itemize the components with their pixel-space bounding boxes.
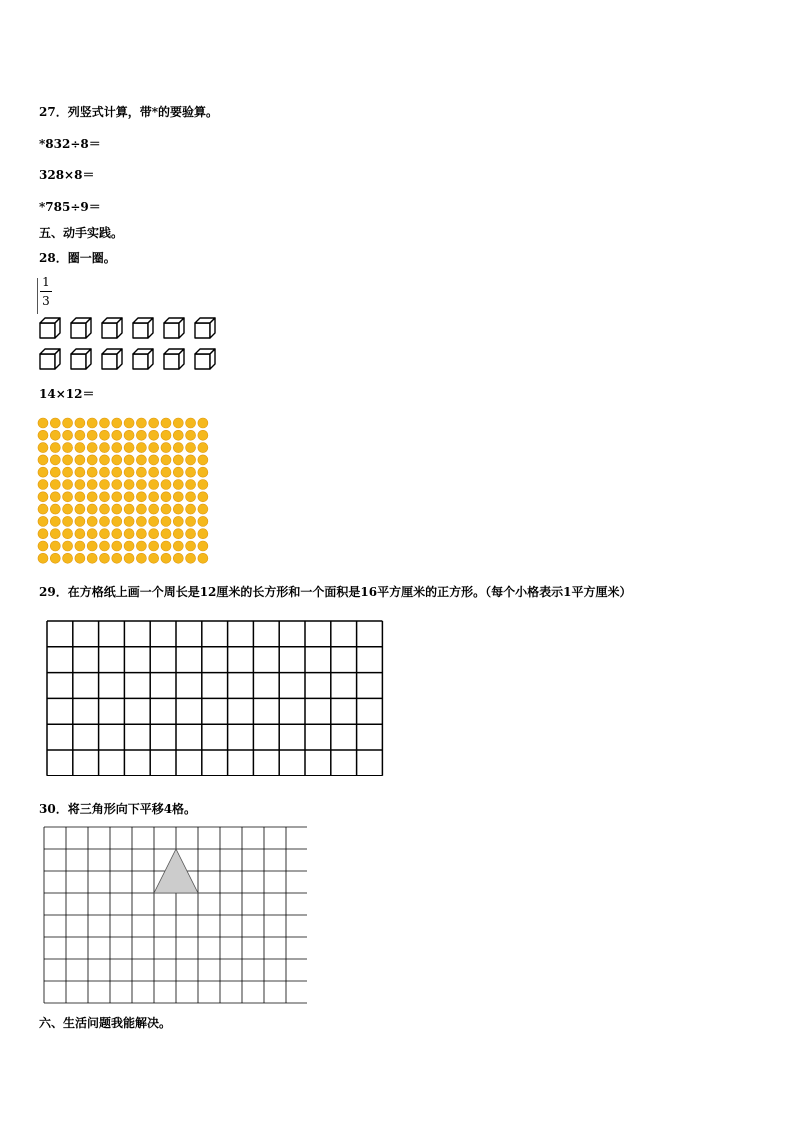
dot bbox=[173, 529, 183, 539]
dot bbox=[87, 480, 97, 490]
dot bbox=[87, 516, 97, 526]
dot bbox=[100, 455, 110, 465]
dot bbox=[173, 418, 183, 428]
section-5-heading: 五、动手实践。 bbox=[39, 226, 124, 240]
cube-icon bbox=[40, 318, 60, 338]
dot bbox=[198, 443, 208, 453]
dot bbox=[38, 529, 48, 539]
dot bbox=[161, 430, 171, 440]
dot bbox=[186, 467, 196, 477]
dot bbox=[63, 418, 73, 428]
dot bbox=[112, 467, 122, 477]
dot bbox=[50, 443, 60, 453]
dot bbox=[63, 529, 73, 539]
dot bbox=[112, 516, 122, 526]
dot bbox=[136, 504, 146, 514]
dot bbox=[149, 553, 159, 563]
dot bbox=[75, 553, 85, 563]
dot bbox=[161, 541, 171, 551]
dot bbox=[112, 443, 122, 453]
dot bbox=[198, 504, 208, 514]
q28-expression: 14×12＝ bbox=[39, 387, 95, 401]
dot bbox=[87, 529, 97, 539]
fraction-bar bbox=[40, 291, 52, 292]
dot bbox=[63, 516, 73, 526]
dot bbox=[75, 430, 85, 440]
dot bbox=[124, 541, 134, 551]
dot bbox=[100, 467, 110, 477]
dot bbox=[173, 553, 183, 563]
dot bbox=[124, 467, 134, 477]
dot bbox=[50, 529, 60, 539]
cube-icon bbox=[102, 318, 122, 338]
dot bbox=[63, 443, 73, 453]
cube-icon bbox=[133, 318, 153, 338]
dot bbox=[149, 430, 159, 440]
dot bbox=[186, 516, 196, 526]
dot bbox=[173, 516, 183, 526]
dot bbox=[87, 455, 97, 465]
dot bbox=[186, 504, 196, 514]
dot bbox=[50, 480, 60, 490]
cube-icon bbox=[195, 318, 215, 338]
dot bbox=[149, 418, 159, 428]
dot bbox=[100, 553, 110, 563]
dot bbox=[198, 480, 208, 490]
dot bbox=[136, 467, 146, 477]
dot bbox=[198, 516, 208, 526]
dot bbox=[63, 553, 73, 563]
dot bbox=[112, 455, 122, 465]
dot bbox=[50, 516, 60, 526]
dot bbox=[149, 467, 159, 477]
dot bbox=[161, 480, 171, 490]
dot bbox=[124, 418, 134, 428]
dot bbox=[87, 541, 97, 551]
dot bbox=[87, 504, 97, 514]
dot bbox=[75, 504, 85, 514]
dot bbox=[186, 480, 196, 490]
q27-item-3: *785÷9＝ bbox=[39, 200, 101, 214]
dot bbox=[87, 467, 97, 477]
dot bbox=[173, 455, 183, 465]
q27-item-1: *832÷8＝ bbox=[39, 137, 101, 151]
dot bbox=[186, 553, 196, 563]
dot bbox=[75, 516, 85, 526]
dot bbox=[38, 480, 48, 490]
dot bbox=[100, 529, 110, 539]
dot bbox=[100, 504, 110, 514]
dot bbox=[112, 504, 122, 514]
dot bbox=[198, 541, 208, 551]
dot bbox=[136, 480, 146, 490]
dot bbox=[136, 443, 146, 453]
dot bbox=[50, 430, 60, 440]
dot bbox=[63, 467, 73, 477]
fraction-rule bbox=[37, 278, 38, 314]
dot bbox=[50, 504, 60, 514]
dot bbox=[186, 430, 196, 440]
dot bbox=[100, 541, 110, 551]
dot bbox=[124, 492, 134, 502]
dot bbox=[161, 467, 171, 477]
q27-item-2: 328×8＝ bbox=[39, 168, 95, 182]
cube-icon bbox=[133, 349, 153, 369]
dot bbox=[50, 467, 60, 477]
dot bbox=[173, 430, 183, 440]
dot bbox=[38, 492, 48, 502]
dot bbox=[161, 443, 171, 453]
dot bbox=[149, 480, 159, 490]
dot bbox=[100, 516, 110, 526]
dot bbox=[136, 455, 146, 465]
dot bbox=[50, 455, 60, 465]
dot bbox=[173, 504, 183, 514]
dot bbox=[161, 553, 171, 563]
dot bbox=[186, 492, 196, 502]
dot bbox=[161, 516, 171, 526]
dot bbox=[124, 553, 134, 563]
q28-title: 28．圈一圈。 bbox=[39, 251, 116, 265]
dot bbox=[136, 553, 146, 563]
dot bbox=[75, 455, 85, 465]
dot bbox=[198, 529, 208, 539]
dot bbox=[149, 529, 159, 539]
dot bbox=[87, 443, 97, 453]
dot bbox=[75, 492, 85, 502]
cube-icon bbox=[164, 318, 184, 338]
dot bbox=[100, 430, 110, 440]
dot bbox=[50, 418, 60, 428]
dot bbox=[75, 541, 85, 551]
dot bbox=[38, 467, 48, 477]
dot bbox=[38, 541, 48, 551]
dot bbox=[112, 430, 122, 440]
dot bbox=[100, 480, 110, 490]
dot bbox=[173, 541, 183, 551]
dot bbox=[173, 467, 183, 477]
dot bbox=[100, 418, 110, 428]
dot bbox=[75, 480, 85, 490]
dot bbox=[136, 430, 146, 440]
dot bbox=[186, 443, 196, 453]
dot bbox=[198, 492, 208, 502]
section-6-heading: 六、生活问题我能解决。 bbox=[39, 1016, 172, 1030]
dot bbox=[87, 553, 97, 563]
dot bbox=[161, 504, 171, 514]
dot bbox=[161, 492, 171, 502]
dot bbox=[75, 467, 85, 477]
fraction-numerator: 1 bbox=[42, 275, 50, 289]
dot bbox=[124, 504, 134, 514]
dot bbox=[87, 418, 97, 428]
cube-icon bbox=[71, 349, 91, 369]
fraction-denominator: 3 bbox=[42, 294, 50, 308]
dot bbox=[63, 541, 73, 551]
dot bbox=[38, 443, 48, 453]
dot bbox=[63, 430, 73, 440]
dot bbox=[63, 492, 73, 502]
dot bbox=[136, 516, 146, 526]
dot bbox=[38, 553, 48, 563]
dot bbox=[124, 430, 134, 440]
dot bbox=[198, 430, 208, 440]
dot bbox=[124, 516, 134, 526]
dot bbox=[87, 492, 97, 502]
dot bbox=[149, 455, 159, 465]
cube-icon bbox=[102, 349, 122, 369]
dot bbox=[124, 480, 134, 490]
dot bbox=[198, 455, 208, 465]
cube-figures bbox=[38, 316, 232, 380]
dot bbox=[198, 467, 208, 477]
dot bbox=[161, 418, 171, 428]
dot bbox=[50, 553, 60, 563]
dot bbox=[136, 418, 146, 428]
dot bbox=[38, 516, 48, 526]
dot bbox=[50, 492, 60, 502]
fraction-one-third bbox=[40, 276, 52, 308]
dot bbox=[173, 492, 183, 502]
dot bbox=[112, 553, 122, 563]
dot bbox=[112, 541, 122, 551]
cube-icon bbox=[164, 349, 184, 369]
dot bbox=[75, 529, 85, 539]
dot bbox=[136, 529, 146, 539]
dot bbox=[186, 418, 196, 428]
dot bbox=[124, 455, 134, 465]
dot bbox=[63, 480, 73, 490]
dot bbox=[87, 430, 97, 440]
dot bbox=[112, 480, 122, 490]
dot bbox=[38, 418, 48, 428]
dot bbox=[149, 516, 159, 526]
dot-array bbox=[36, 416, 212, 568]
q30-square-grid bbox=[43, 826, 307, 1010]
dot bbox=[149, 541, 159, 551]
q27-title: 27．列竖式计算，带*的要验算。 bbox=[39, 105, 218, 119]
dot bbox=[136, 492, 146, 502]
dot bbox=[173, 480, 183, 490]
dot bbox=[186, 529, 196, 539]
dot bbox=[112, 529, 122, 539]
dot bbox=[63, 455, 73, 465]
dot bbox=[38, 504, 48, 514]
dot bbox=[186, 455, 196, 465]
dot bbox=[173, 443, 183, 453]
dot bbox=[124, 443, 134, 453]
dot bbox=[75, 443, 85, 453]
dot bbox=[112, 418, 122, 428]
q29-square-grid bbox=[46, 620, 384, 776]
dot bbox=[186, 541, 196, 551]
dot bbox=[198, 553, 208, 563]
dot bbox=[75, 418, 85, 428]
cube-icon bbox=[40, 349, 60, 369]
dot bbox=[149, 443, 159, 453]
dot bbox=[63, 504, 73, 514]
dot bbox=[149, 492, 159, 502]
dot bbox=[50, 541, 60, 551]
dot bbox=[136, 541, 146, 551]
q29-title: 29．在方格纸上画一个周长是12厘米的长方形和一个面积是16平方厘米的正方形。（每个小格表示1平方厘米） bbox=[39, 585, 632, 599]
dot bbox=[198, 418, 208, 428]
dot bbox=[38, 455, 48, 465]
dot bbox=[161, 529, 171, 539]
q30-title: 30．将三角形向下平移4格。 bbox=[39, 802, 197, 816]
dot bbox=[124, 529, 134, 539]
dot bbox=[112, 492, 122, 502]
cube-icon bbox=[71, 318, 91, 338]
dot bbox=[38, 430, 48, 440]
cube-icon bbox=[195, 349, 215, 369]
dot bbox=[100, 443, 110, 453]
dot bbox=[149, 504, 159, 514]
dot bbox=[100, 492, 110, 502]
dot bbox=[161, 455, 171, 465]
